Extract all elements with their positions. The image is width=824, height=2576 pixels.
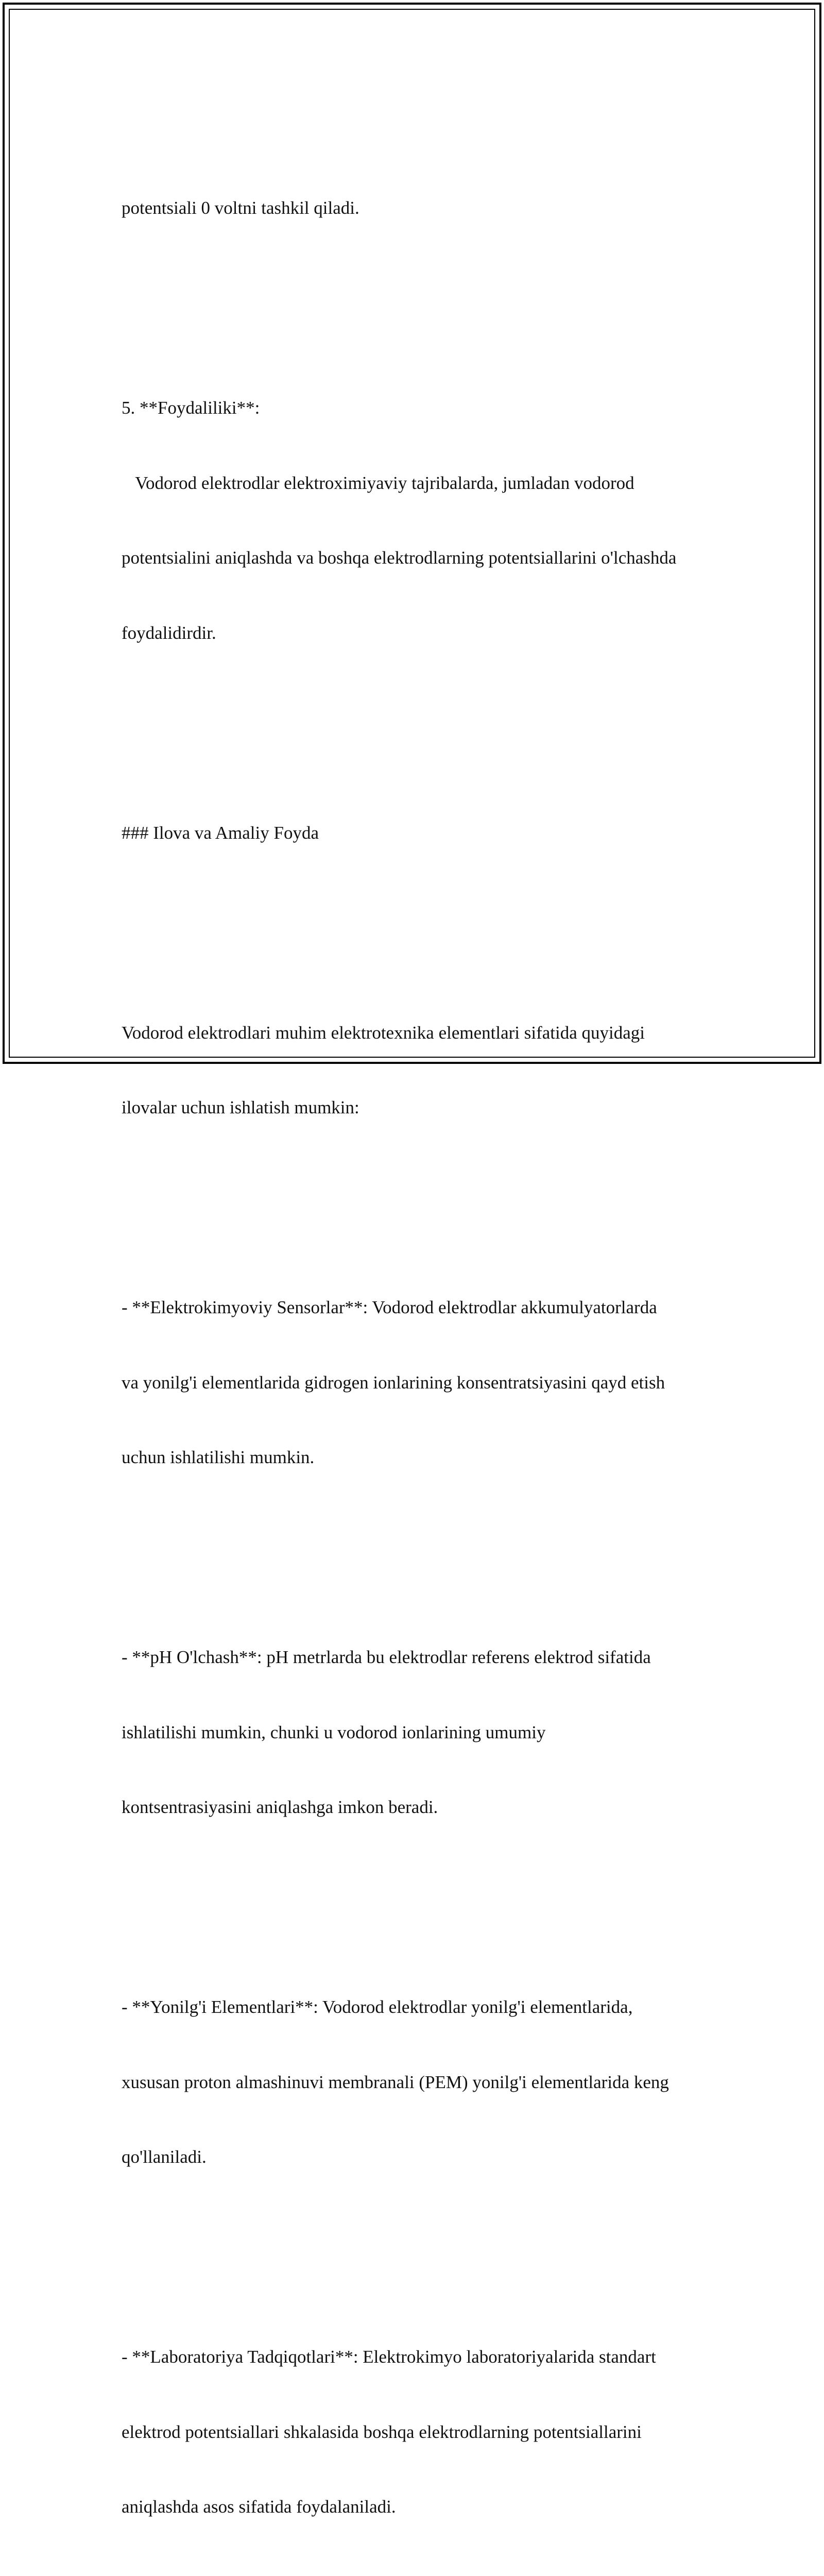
heading-line: ### Ilova va Amaliy Foyda [122,822,319,843]
text-line: potentsiali 0 voltni tashkil qiladi. [122,198,359,218]
text-line: potentsialini aniqlashda va boshqa elektrodlarning potentsiallarini o'lchashda [122,548,677,568]
text-line: foydalidirdir. [122,622,216,643]
text-line: elektrod potentsiallari shkalasida boshqa elektrodlarning potentsiallarini [122,2421,642,2442]
document-body [122,96,709,2576]
text-line: xususan proton almashinuvi membranali (PEM) yonilg'i elementlarida keng [122,2072,669,2092]
list-item-foydaliliki [122,346,709,696]
text-line: - **Yonilg'i Elementlari**: Vodorod elektrodlar yonilg'i elementlarida, [122,1997,633,2017]
text-line: ilovalar uchun ishlatish mumkin: [122,1097,359,1117]
text-line: ishlatilishi mumkin, chunki u vodorod ionlarining umumiy [122,1722,546,1742]
text-line: uchun ishlatilishi mumkin. [122,1447,315,1467]
bullet-laboratoriya [122,2295,709,2570]
bullet-sensorlar [122,1245,709,1520]
text-line: - **Laboratoriya Tadqiqotlari**: Elektrokimyo laboratoriyalarida standart [122,2347,656,2367]
paragraph-continuation [122,146,709,271]
text-line: Vodorod elektrodlar elektroximiyaviy tajribalarda, jumladan vodorod [122,472,634,493]
bullet-ph-olchash [122,1595,709,1870]
text-line: aniqlashda asos sifatida foydalaniladi. [122,2497,396,2517]
section-heading-ilova [122,771,709,896]
text-line: qo'llaniladi. [122,2147,207,2167]
text-line: - **Elektrokimyoviy Sensorlar**: Vodorod elektrodlar akkumulyatorlarda [122,1297,657,1317]
text-line: va yonilg'i elementlarida gidrogen ionlarining konsentratsiyasini qayd etish [122,1372,665,1393]
paragraph-intro [122,971,709,1171]
text-line: - **pH O'lchash**: pH metrlarda bu elektrodlar referens elektrod sifatida [122,1647,651,1667]
bullet-yonilgi [122,1945,709,2220]
text-line: kontsentrasiyasini aniqlashga imkon beradi. [122,1797,438,1817]
text-line: 5. **Foydaliliki**: [122,398,260,418]
text-line: Vodorod elektrodlari muhim elektrotexnika elementlari sifatida quyidagi [122,1022,645,1043]
